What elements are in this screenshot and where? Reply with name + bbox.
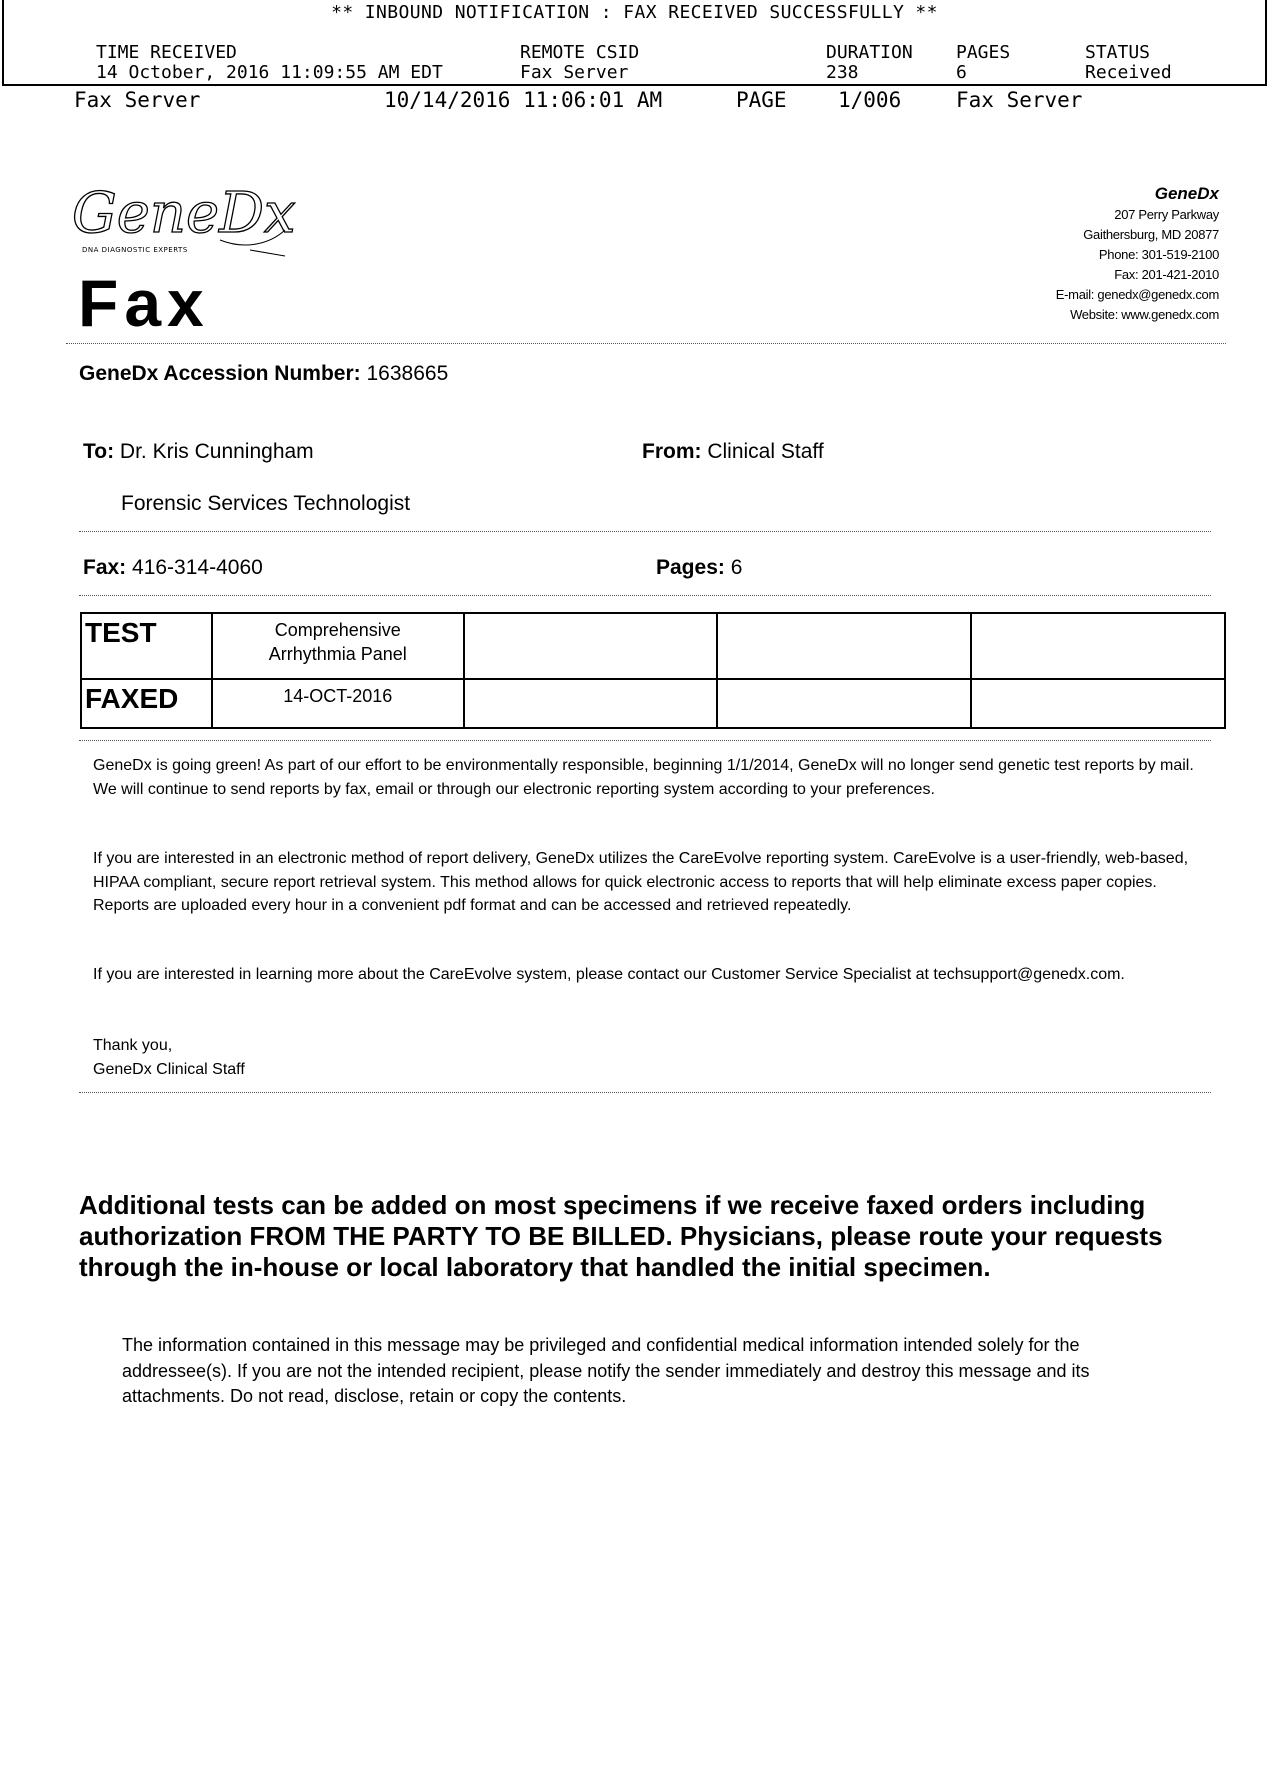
notification-title: ** INBOUND NOTIFICATION : FAX RECEIVED SUCCESSFULLY **: [331, 2, 938, 23]
pages-value: 6: [956, 62, 967, 83]
accession-value: 1638665: [360, 362, 449, 385]
time-received-value: 14 October, 2016 11:09:55 AM EDT: [96, 62, 443, 83]
table-cell: [717, 613, 971, 679]
fax-label: Fax:: [83, 556, 127, 579]
paragraph-going-green: GeneDx is going green! As part of our effort to be environmentally responsible, beginning 1/1/2014, GeneDx will no longer send genetic test reports by mail. We will continue to send reports by fax, email or through our electronic reporting system according to your preferences.: [93, 757, 1194, 798]
address-email: E-mail: genedx@genedx.com: [1055, 287, 1219, 302]
table-cell: [464, 613, 718, 679]
divider: [79, 595, 1211, 596]
to-label: To:: [83, 440, 115, 463]
address-company: GeneDx: [1154, 184, 1219, 203]
to-value: Dr. Kris Cunningham: [114, 440, 314, 463]
divider: [66, 343, 1226, 344]
to-field: [83, 440, 314, 464]
duration-column: [826, 43, 913, 83]
address-city: Gaithersburg, MD 20877: [1083, 227, 1219, 242]
thanks-text: Thank you,: [93, 1037, 173, 1054]
test-value-line: Comprehensive: [274, 620, 401, 640]
test-value-line: Arrhythmia Panel: [268, 644, 407, 664]
fax-header-receiver: Fax Server: [956, 88, 1083, 112]
accession-number: [79, 362, 448, 386]
test-table: [80, 612, 1226, 729]
time-received-column: [96, 43, 443, 83]
duration-value: 238: [826, 62, 859, 83]
from-field: [642, 440, 824, 464]
genedx-logo-graphic: [70, 180, 300, 272]
sender-address: [1056, 183, 1219, 325]
address-website: Website: www.genedx.com: [1070, 307, 1219, 322]
from-label: From:: [642, 440, 702, 463]
test-value: [212, 613, 464, 679]
pages-field-value: 6: [724, 556, 743, 579]
from-value: Clinical Staff: [701, 440, 824, 463]
table-cell: [717, 679, 971, 728]
pages-column: [956, 43, 1010, 83]
fax-header-page-label: PAGE: [736, 88, 787, 112]
test-label: TEST: [81, 613, 212, 679]
status-value: Received: [1085, 62, 1172, 83]
fax-header-page-value: 1/006: [838, 88, 902, 112]
address-phone: Phone: 301-519-2100: [1098, 247, 1219, 262]
pages-label: PAGES: [956, 42, 1011, 63]
fax-transmission-header: [0, 86, 1271, 112]
table-cell: [464, 679, 718, 728]
signature-text: GeneDx Clinical Staff: [93, 1060, 245, 1078]
divider: [79, 531, 1211, 532]
address-fax: Fax: 201-421-2010: [1114, 267, 1219, 282]
confidentiality-notice: The information contained in this message may be privileged and confidential medical information intended solely for the addressee(s). If you are not the intended recipient, please notify the sender immediately and destroy this message and its attachments. Do not read, disclose, retain or copy the contents.: [122, 1335, 1090, 1406]
table-cell: [971, 613, 1225, 679]
additional-tests-notice: Additional tests can be added on most specimens if we receive faxed orders including authorization FROM THE PARTY TO BE BILLED. Physicians, please route your requests through the in-house or local laboratory that handled the initial specimen.: [79, 1190, 1163, 1282]
table-cell: [971, 679, 1225, 728]
table-row: [81, 613, 1225, 679]
sign-off: [93, 1034, 1213, 1081]
divider: [79, 1092, 1211, 1093]
logo-wordmark: GeneDx: [72, 181, 296, 246]
table-row: [81, 679, 1225, 728]
remote-csid-label: REMOTE CSID: [520, 42, 640, 63]
fax-header-datetime: 10/14/2016 11:06:01 AM: [384, 88, 663, 112]
status-column: [1085, 43, 1172, 83]
remote-csid-column: [520, 43, 639, 83]
faxed-label: FAXED: [81, 679, 212, 728]
paragraph-careevolve: If you are interested in an electronic method of report delivery, GeneDx utilizes the CareEvolve reporting system. CareEvolve is a user-friendly, web-based, HIPAA compliant, secure report retrieval system. This method allows for quick electronic access to reports that will help eliminate excess paper copies. Reports are uploaded every hour in a convenient pdf format and can be accessed and retrieved repeatedly.: [93, 850, 1189, 914]
time-received-label: TIME RECEIVED: [96, 42, 237, 63]
logo-tagline: DNA DIAGNOSTIC EXPERTS: [82, 246, 188, 254]
inbound-notification-box: [2, 0, 1267, 86]
page-title: Fax: [78, 266, 210, 340]
status-label: STATUS: [1085, 42, 1151, 63]
genedx-logo: [70, 180, 300, 272]
fax-header-sender: Fax Server: [74, 88, 201, 112]
recipient-title: Forensic Services Technologist: [121, 492, 411, 515]
remote-csid-value: Fax Server: [520, 62, 629, 83]
address-street: 207 Perry Parkway: [1114, 207, 1219, 222]
duration-label: DURATION: [826, 42, 913, 63]
fax-field: [83, 556, 263, 580]
pages-field-label: Pages:: [656, 556, 725, 579]
accession-label: GeneDx Accession Number:: [79, 362, 361, 385]
paragraph-contact: If you are interested in learning more about the CareEvolve system, please contact our Customer Service Specialist at techsupport@genedx.com.: [93, 966, 1125, 983]
faxed-value: 14-OCT-2016: [212, 679, 464, 728]
divider: [79, 740, 1211, 741]
fax-value: 416-314-4060: [126, 556, 263, 579]
pages-field: [656, 556, 742, 580]
